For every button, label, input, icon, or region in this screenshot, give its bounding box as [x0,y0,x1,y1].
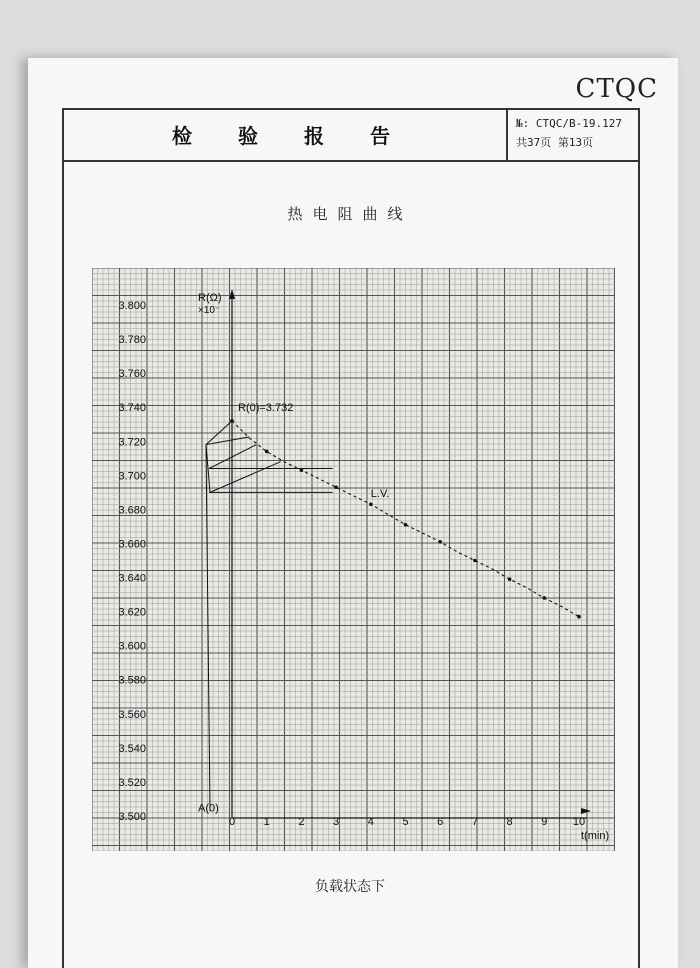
x-axis-arrow [581,808,591,814]
x-tick-label: 0 [228,816,236,828]
data-point [265,450,269,454]
sheet-title: 热电阻曲线 [287,205,413,223]
y-tick-label: 3.640 [118,572,146,585]
y-tick-label: 3.520 [118,776,146,789]
y-tick-label: 3.620 [118,606,146,619]
data-point [334,485,338,489]
report-header [62,108,640,162]
data-point [473,559,477,563]
x-tick-label: 9 [541,816,548,828]
x-tick-label: 1 [263,816,270,828]
report-meta [506,108,640,160]
y-tick-label: 3.680 [118,504,146,517]
data-point [438,540,442,544]
report-number: №: CTQC/B-19.127 [516,117,622,130]
resistance-chart [92,268,615,851]
report-title: 检验报告 [172,123,436,148]
r0-annotation: R(0)=3.732 [238,401,294,414]
data-point [404,523,408,527]
x-tick-label: 2 [298,816,305,828]
x-tick-label: 4 [367,816,374,828]
y-tick-label: 3.560 [118,708,146,721]
y-tick-label: 3.740 [118,402,146,415]
y-tick-label: 3.500 [118,811,146,823]
y-tick-label: 3.580 [118,674,146,687]
y-axis-label: R(Ω) [198,292,222,304]
brand-logo: CTQC [575,74,658,104]
x-tick-label: 7 [471,816,478,828]
y-tick-label: 3.760 [118,368,146,381]
graph-paper [92,268,615,851]
x-axis-label: t(min) [581,830,610,842]
y-tick-label: 3.700 [118,470,146,483]
x-tick-label: 8 [506,816,513,828]
x-tick-label: 10 [572,816,586,828]
construction-line [209,445,256,469]
lv-annotation: L.V. [370,488,390,501]
y-axis-multiplier: ×10⁻ [198,305,221,316]
y-tick-label: 3.780 [118,334,146,347]
data-point [577,615,581,619]
x-tick-label: 3 [333,816,340,828]
y-tick-label: 3.600 [118,640,146,653]
x-tick-label: 6 [437,816,444,828]
construction-line [206,445,210,811]
y-tick-label: 3.720 [118,436,146,449]
y-tick-label: 3.540 [118,742,146,755]
y-tick-label: 3.660 [118,538,146,551]
data-point [369,502,373,506]
y-tick-label: 3.800 [118,300,146,312]
data-point [508,577,512,581]
chart-caption: 负载状态下 [315,879,385,895]
x-tick-label: 5 [402,816,409,828]
page-count: 共37页 第13页 [516,136,594,149]
data-point [543,596,547,600]
a0-annotation: A(0) [198,802,219,815]
